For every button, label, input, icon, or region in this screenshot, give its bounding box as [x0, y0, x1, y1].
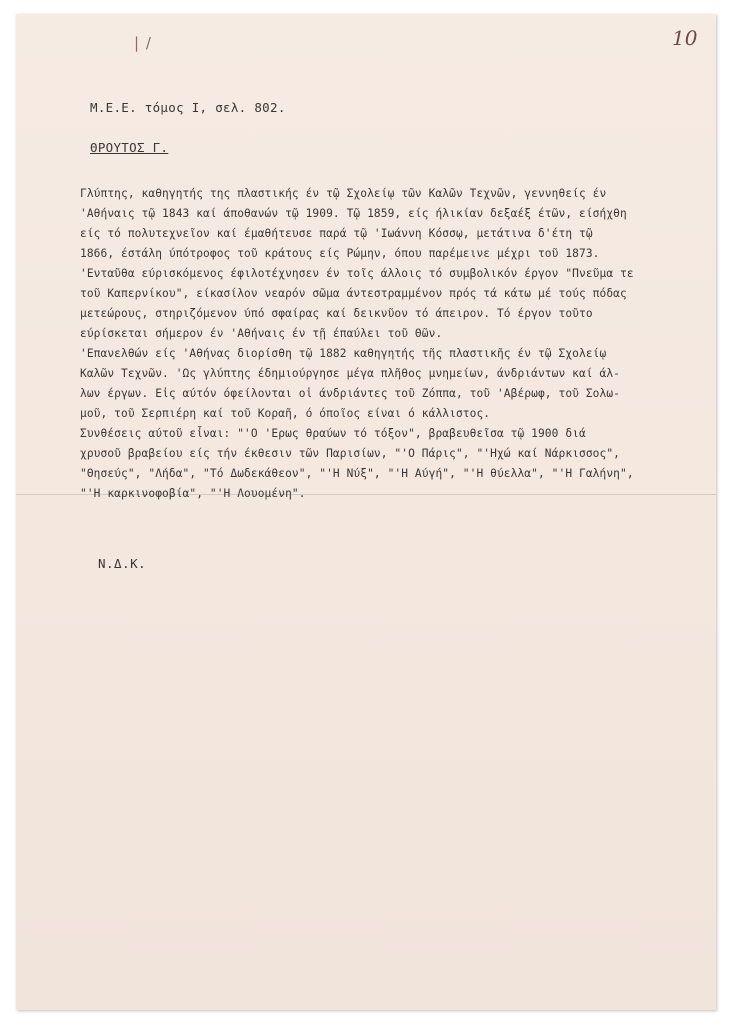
page-number: 10 [672, 26, 698, 50]
body-line: μετεώρους, στηριζόμενον ύπό σφαίρας καί δεικνῦον τό άπειρον. Τό έργον τοῦτο [80, 307, 593, 320]
handwritten-mark: | / [134, 34, 152, 52]
body-line: εύρίσκεται σήμερον έν 'Αθήναις έν τῇ έπαύλει τοῦ Θῶν. [80, 327, 443, 340]
body-line: είς τό πολυτεχνεῖον καί έμαθήτευσε παρά τῷ 'Ιωάννη Κόσσῳ, μετάτινα δ'έτη τῷ [80, 227, 593, 240]
body-line: μοῦ, τοῦ Σερπιέρη καί τοῦ Κοραῆ, ό όποῖος είναι ό κάλλιστος. [80, 407, 491, 420]
body-line: 1866, έστάλη ύπότροφος τοῦ κράτους είς Ρώμην, όπου παρέμεινε μέχρι τοῦ 1873. [80, 247, 600, 260]
body-line: 'Αθήναις τῷ 1843 καί άποθανών τῷ 1909. Τῷ 1859, είς ήλικίαν δεξαέξ έτῶν, είσήχθη [80, 207, 627, 220]
body-line: "Θησεύς", "Λήδα", "Τό Δωδεκάθεον", "'Η Νύξ", "'Η Αύγή", "'Η θύελλα", "'Η Γαλήνη", [80, 467, 634, 480]
body-line: 'Επανελθών είς 'Αθήνας διορίσθη τῷ 1882 καθηγητής τῆς πλαστικῆς έν τῷ Σχολείῳ [80, 347, 607, 360]
body-line: "'Η καρκινοφοβία", "'Η Λουομένη". [80, 487, 306, 500]
author-initials: Ν.Δ.Κ. [98, 556, 147, 571]
body-line: 'Ενταῦθα εύρισκόμενος έφιλοτέχνησεν έν τοῖς άλλοις τό συμβολικόν έργον "Πνεῦμα τε [80, 267, 634, 280]
body-line: Καλῶν Τεχνῶν. 'Ως γλύπτης έδημιούργησε μέγα πλῆθος μνημείων, άνδριάντων καί άλ- [80, 367, 620, 380]
body-line: τοῦ Καπερνίκου", είκασίλον νεαρόν σῶμα άντεστραμμένον πρός τά κάτω μέ τούς πόδας [80, 287, 627, 300]
entry-heading: ΘΡΟΥΤΟΣ Γ. [90, 140, 169, 155]
body-line: Γλύπτης, καθηγητής της πλαστικής έν τῷ Σχολείῳ τῶν Καλῶν Τεχνῶν, γεννηθείς έν [80, 187, 607, 200]
document-page [16, 14, 716, 1010]
body-line: λων έργων. Εἰς αύτόν όφείλονται οἱ άνδριάντες τοῦ Ζόππα, τοῦ 'Αβέρωφ, τοῦ Σολω- [80, 387, 620, 400]
reference-line: M.E.E. τόμος I, σελ. 802. [90, 100, 286, 115]
body-line: Συνθέσεις αύτοῦ εἶναι: "'Ο 'Ερως θραύων τό τόξον", βραβευθεῖσα τῷ 1900 διά [80, 427, 586, 440]
body-text [80, 184, 710, 504]
body-line: χρυσοῦ βραβείου είς τήν έκθεσιν τῶν Παρισίων, "'Ο Πάρις", "'Ηχώ καί Νάρκισσος", [80, 447, 620, 460]
